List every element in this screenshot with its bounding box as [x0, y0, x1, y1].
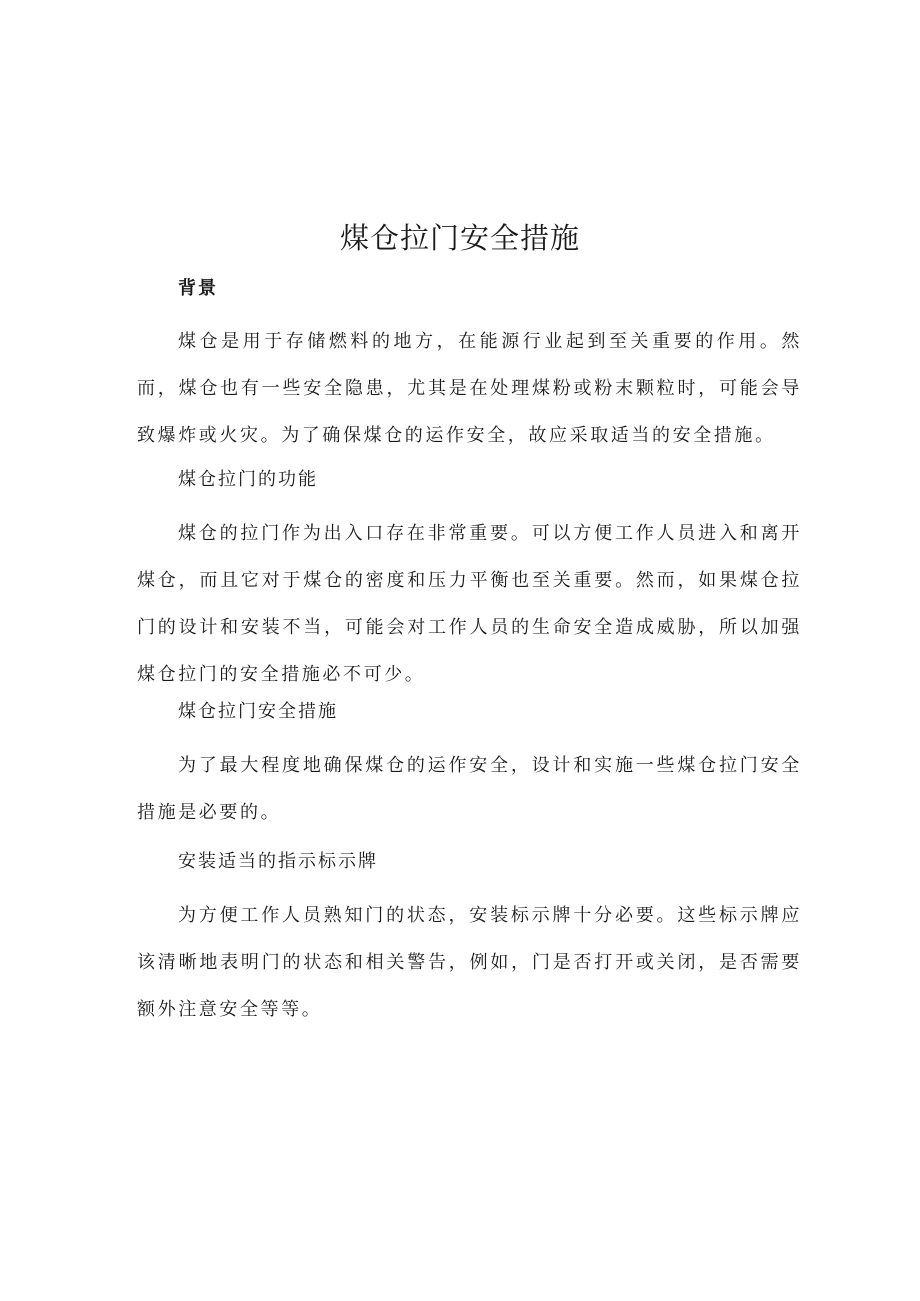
section-heading-signage: 安装适当的指示标示牌	[178, 851, 378, 872]
section-heading-door-function: 煤仓拉门的功能	[178, 469, 318, 490]
section-heading-background: 背景	[178, 278, 218, 299]
section-paragraph-safety-measures: 为了最大程度地确保煤仓的运作安全，设计和实施一些煤仓拉门安全措施是必要的。	[137, 755, 802, 823]
section-paragraph-background: 煤仓是用于存储燃料的地方，在能源行业起到至关重要的作用。然而，煤仓也有一些安全隐患，尤其是在处理煤粉或粉末颗粒时，可能会导致爆炸或火灾。为了确保煤仓的运作安全，故应采取适当的安全措施。	[137, 331, 802, 446]
section-paragraph-signage: 为方便工作人员熟知门的状态，安装标示牌十分必要。这些标示牌应该清晰地表明门的状态和相关警告，例如，门是否打开或关闭，是否需要额外注意安全等等。	[137, 905, 802, 1020]
page-title: 煤仓拉门安全措施	[339, 221, 580, 255]
section-heading-safety-measures: 煤仓拉门安全措施	[178, 701, 338, 722]
section-paragraph-door-function: 煤仓的拉门作为出入口存在非常重要。可以方便工作人员进入和离开煤仓，而且它对于煤仓的密度和压力平衡也至关重要。然而，如果煤仓拉门的设计和安装不当，可能会对工作人员的生命安全造成威胁，所以加强煤仓拉门的安全措施必不可少。	[137, 523, 802, 685]
